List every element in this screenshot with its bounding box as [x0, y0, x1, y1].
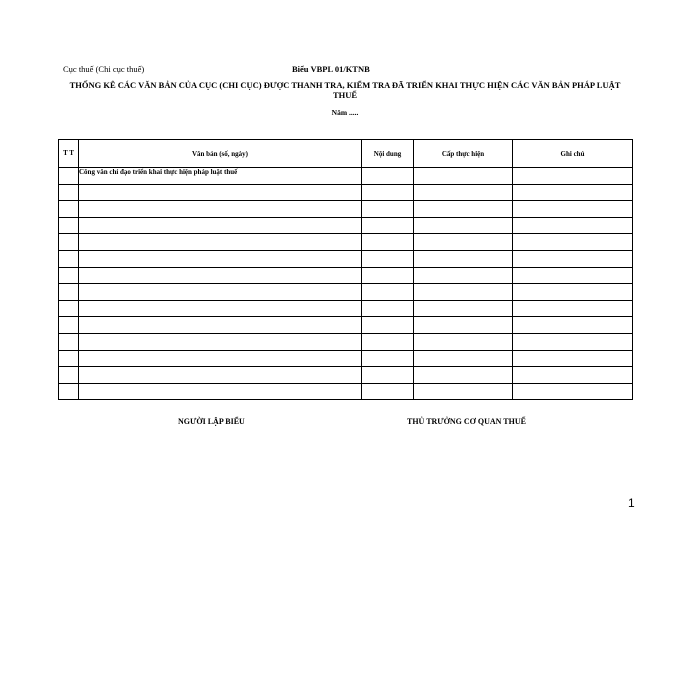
statistics-table — [58, 139, 633, 400]
table-cell — [513, 250, 633, 267]
document-title: THỐNG KÊ CÁC VĂN BẢN CỦA CỤC (CHI CỤC) ĐƯỢC THANH TRA, KIỂM TRA ĐÃ TRIỂN KHAI THỰC HIỆN CÁC VĂN BẢN PHÁP LUẬT THUẾ — [69, 80, 621, 100]
table-cell — [362, 250, 414, 267]
table-cell — [362, 284, 414, 301]
table-cell — [59, 250, 79, 267]
table-row — [59, 350, 633, 367]
form-code: Biểu VBPL 01/KTNB — [292, 64, 370, 74]
table-cell — [59, 217, 79, 234]
table-cell — [414, 367, 513, 384]
table-row — [59, 333, 633, 350]
table-row — [59, 317, 633, 334]
table-cell — [79, 250, 362, 267]
column-header-content: Nội dung — [362, 140, 414, 168]
table-row — [59, 168, 633, 185]
table-cell — [414, 168, 513, 185]
table-cell — [513, 367, 633, 384]
table-cell-first-text: Công văn chỉ đạo triển khai thực hiện pháp luật thuế — [79, 168, 362, 185]
preparer-signature-label: NGƯỜI LẬP BIỂU — [178, 417, 245, 426]
table-cell — [362, 168, 414, 185]
table-cell — [513, 184, 633, 201]
table-row — [59, 234, 633, 251]
table-body — [59, 168, 633, 400]
column-header-document: Văn bản (số, ngày) — [79, 140, 362, 168]
column-header-level: Cấp thực hiện — [414, 140, 513, 168]
table-cell — [59, 350, 79, 367]
year-label: Năm ..... — [331, 108, 359, 117]
table-row — [59, 267, 633, 284]
table-cell — [79, 201, 362, 218]
column-header-note: Ghi chú — [513, 140, 633, 168]
table-cell — [362, 234, 414, 251]
table-cell — [79, 350, 362, 367]
table-cell — [414, 300, 513, 317]
table-cell — [513, 317, 633, 334]
table-row — [59, 201, 633, 218]
table-cell — [79, 234, 362, 251]
table-cell — [414, 201, 513, 218]
page-number: 1 — [628, 496, 635, 510]
table-cell — [79, 367, 362, 384]
table-cell — [79, 267, 362, 284]
table-cell — [362, 317, 414, 334]
table-cell — [59, 267, 79, 284]
table-cell — [79, 217, 362, 234]
table-cell — [414, 333, 513, 350]
table-cell — [414, 217, 513, 234]
table-cell — [362, 333, 414, 350]
table-cell — [79, 333, 362, 350]
table-cell — [79, 184, 362, 201]
table-header-row — [59, 140, 633, 168]
table-cell — [414, 317, 513, 334]
head-signature-label: THỦ TRƯỞNG CƠ QUAN THUẾ — [407, 417, 526, 426]
table-cell — [362, 367, 414, 384]
table-cell — [79, 383, 362, 400]
table-cell — [59, 201, 79, 218]
table-cell — [59, 367, 79, 384]
table-cell — [59, 168, 79, 185]
table-cell — [513, 267, 633, 284]
agency-label: Cục thuế (Chi cục thuế) — [63, 64, 145, 74]
table-cell — [513, 333, 633, 350]
table-cell — [414, 234, 513, 251]
table-row — [59, 284, 633, 301]
table-cell — [79, 317, 362, 334]
table-cell — [79, 284, 362, 301]
column-header-tt: T T — [59, 140, 79, 168]
table-cell — [414, 267, 513, 284]
table-cell — [414, 250, 513, 267]
table-cell — [79, 300, 362, 317]
table-cell — [362, 300, 414, 317]
table-cell — [59, 284, 79, 301]
table-cell — [513, 234, 633, 251]
table-cell — [414, 284, 513, 301]
table-cell — [59, 383, 79, 400]
table-cell — [513, 284, 633, 301]
table-cell — [513, 168, 633, 185]
table-row — [59, 217, 633, 234]
table-cell — [362, 201, 414, 218]
table-cell — [362, 184, 414, 201]
table-cell — [513, 350, 633, 367]
table-cell — [59, 300, 79, 317]
table-cell — [513, 300, 633, 317]
table-cell — [362, 350, 414, 367]
table-cell — [513, 383, 633, 400]
table-cell — [362, 267, 414, 284]
table-row — [59, 184, 633, 201]
table-cell — [59, 184, 79, 201]
table-cell — [59, 317, 79, 334]
table-cell — [414, 184, 513, 201]
table-row — [59, 383, 633, 400]
table-cell — [59, 234, 79, 251]
table-row — [59, 367, 633, 384]
table-cell — [513, 217, 633, 234]
table-cell — [59, 333, 79, 350]
table-cell — [362, 217, 414, 234]
table-cell — [414, 383, 513, 400]
table-cell — [362, 383, 414, 400]
table-row — [59, 250, 633, 267]
table-cell — [513, 201, 633, 218]
table-cell — [414, 350, 513, 367]
table-row — [59, 300, 633, 317]
